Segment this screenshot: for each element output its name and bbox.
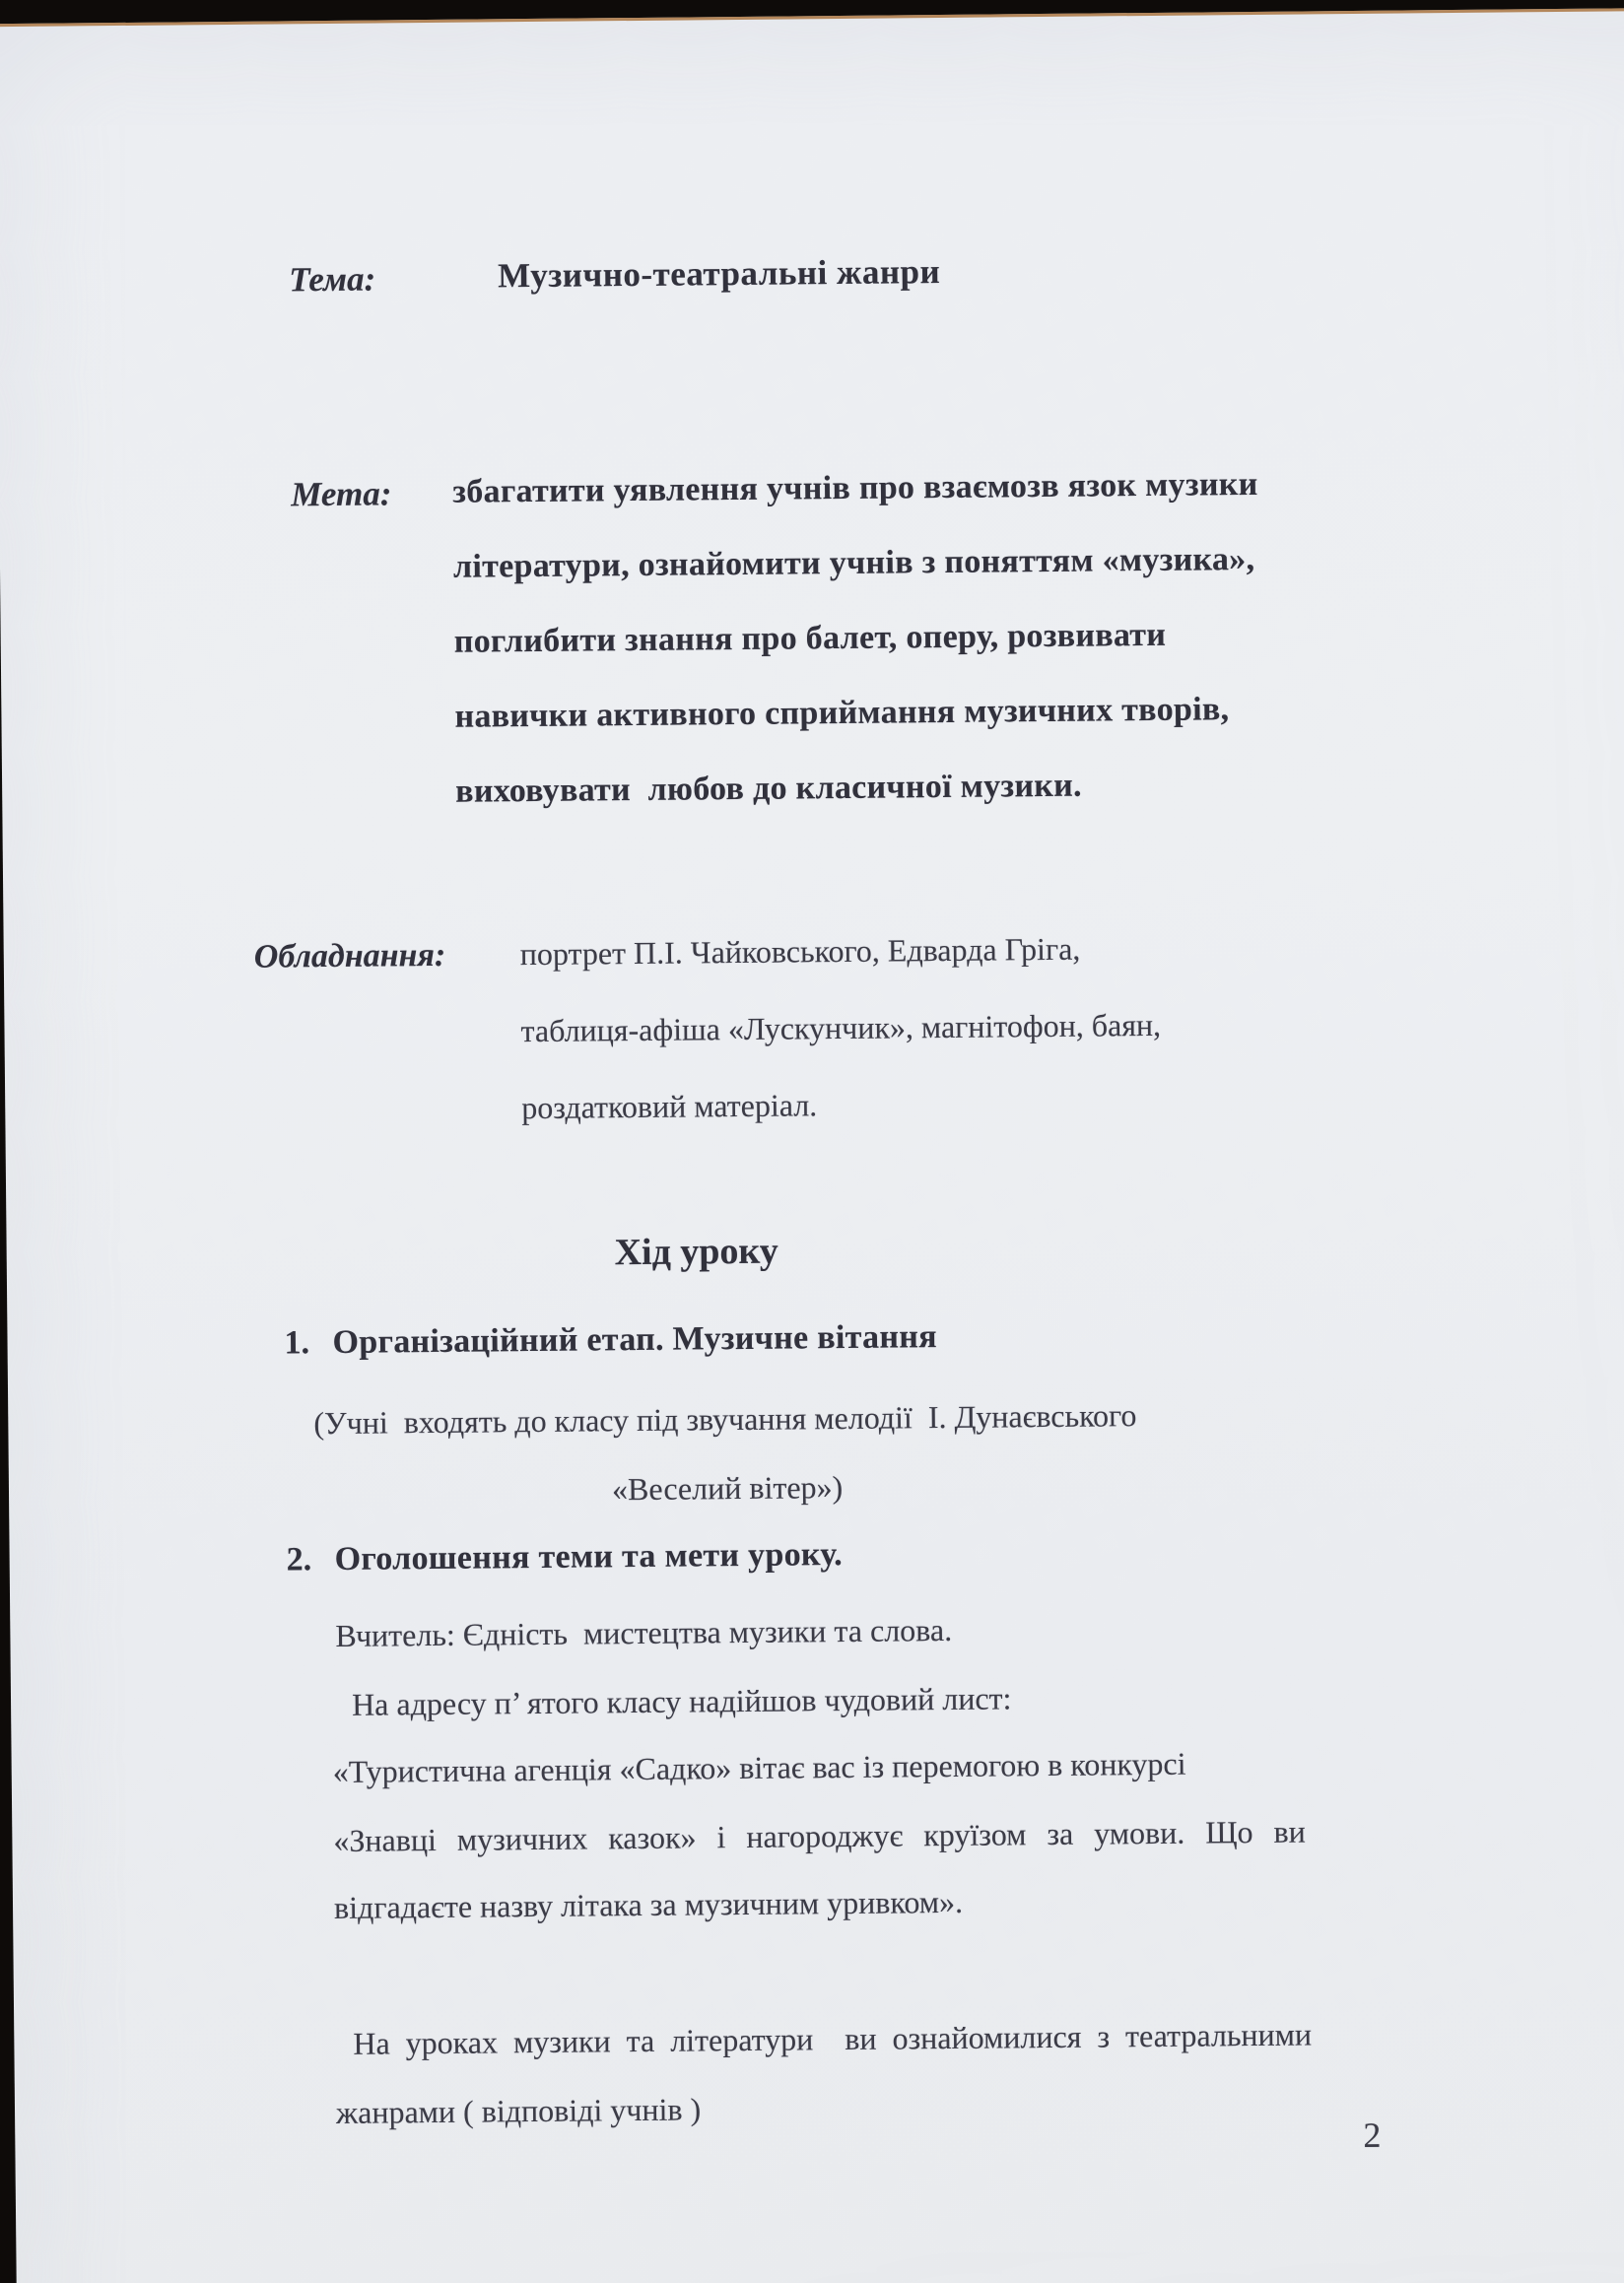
- page-number: 2: [1363, 2115, 1382, 2155]
- body-line: На уроках музики та літератури ви ознайомилися з театральними: [353, 2016, 1313, 2061]
- meta-line: літератури, ознайомити учнів з поняттям «музика»,: [452, 540, 1255, 585]
- note-line: (Учні входять до класу під звучання мелодії І. Дунаєвського: [313, 1397, 1137, 1442]
- body-line: відгадаєте назву літака за музичним уривком».: [333, 1883, 964, 1925]
- meta-line: навички активного сприймання музичних творів,: [454, 691, 1230, 735]
- item-number: 1.: [284, 1324, 310, 1362]
- meta-label: Мета:: [291, 474, 392, 514]
- note-line: «Веселий вітер»): [611, 1469, 844, 1508]
- body-line: «Туристична агенція «Садко» вітає вас із перемогою в конкурсі: [332, 1745, 1186, 1790]
- document-page: [0, 8, 1624, 2283]
- meta-line: виховувати любов до класичної музики.: [455, 767, 1083, 810]
- body-line: На адресу п’ ятого класу надійшов чудовий лист:: [351, 1680, 1012, 1722]
- body-line: жанрами ( відповіді учнів ): [335, 2091, 702, 2130]
- equipment-label: Обладнання:: [253, 936, 446, 975]
- item-title: Оголошення теми та мети уроку.: [334, 1536, 844, 1578]
- meta-line: поглибити знання про балет, оперу, розвивати: [453, 616, 1167, 660]
- body-line: «Знавці музичних казок» і нагороджує круїзом за умови. Що ви: [333, 1813, 1306, 1858]
- meta-line: збагатити уявлення учнів про взаємозв язок музики: [452, 465, 1258, 510]
- topic-title: Музично-театральні жанри: [497, 252, 941, 296]
- topic-label: Тема:: [289, 259, 376, 300]
- equipment-line: портрет П.І. Чайковського, Едварда Гріга,: [519, 930, 1081, 973]
- item-number: 2.: [286, 1541, 312, 1578]
- lesson-heading: Хід уроку: [614, 1230, 779, 1274]
- equipment-line: роздатковий матеріал.: [521, 1087, 818, 1126]
- body-line: Вчитель: Єдність мистецтва музики та слова.: [335, 1611, 953, 1653]
- item-title: Організаційний етап. Музичне вітання: [332, 1318, 938, 1361]
- equipment-line: таблиця-афіша «Лускунчик», магнітофон, баян,: [520, 1006, 1162, 1049]
